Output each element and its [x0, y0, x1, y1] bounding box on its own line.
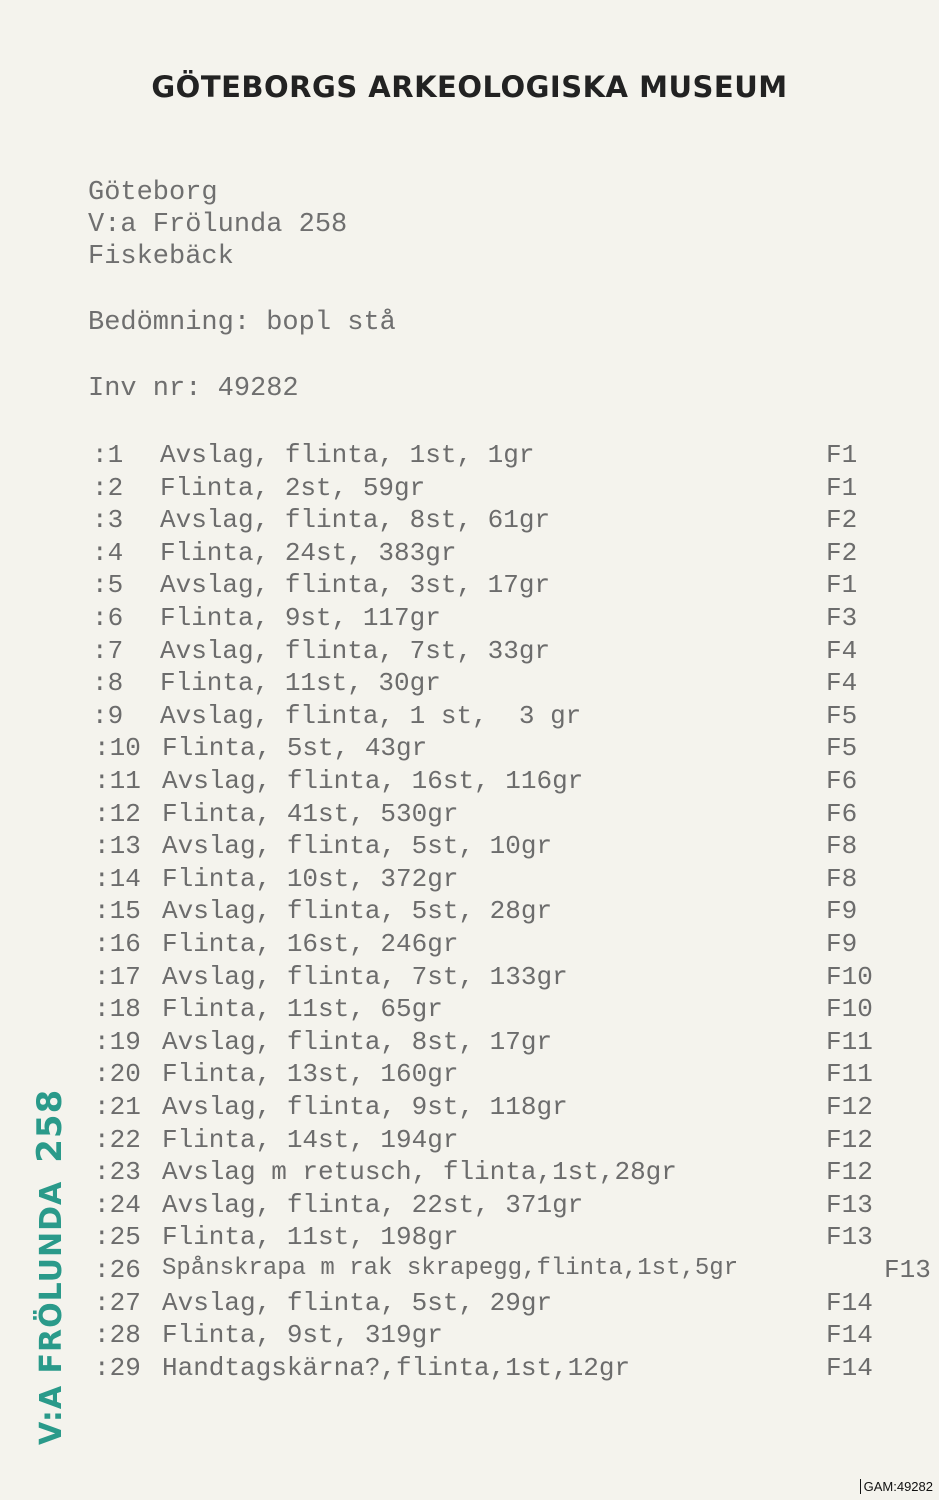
entry-code: F9 — [826, 929, 858, 959]
entry-description: Avslag, flinta, 16st, 116gr — [162, 766, 584, 796]
entry-description: Flinta, 2st, 59gr — [160, 473, 426, 503]
entry-number: :21 — [94, 1092, 141, 1122]
entry-number: :14 — [94, 864, 141, 894]
entry-code: F1 — [826, 473, 858, 503]
entry-code: F1 — [826, 570, 858, 600]
museum-header: GÖTEBORGS ARKEOLOGISKA MUSEUM — [151, 70, 788, 104]
location-place: Fiskebäck — [88, 242, 234, 272]
entry-description: Avslag, flinta, 5st, 10gr — [162, 831, 553, 861]
photo-id: GAM:49282 — [860, 1479, 933, 1494]
entry-code: F14 — [826, 1320, 873, 1350]
entry-code: F13 — [826, 1222, 873, 1252]
entry-description: Avslag, flinta, 3st, 17gr — [160, 570, 551, 600]
entry-description: Flinta, 16st, 246gr — [162, 929, 459, 959]
entry-code: F3 — [826, 603, 858, 633]
entry-number: :9 — [92, 701, 124, 731]
entry-description: Avslag, flinta, 22st, 371gr — [162, 1190, 584, 1220]
location-city: Göteborg — [88, 178, 218, 208]
entry-number: :16 — [94, 929, 141, 959]
entry-code: F5 — [826, 733, 858, 763]
entry-number: :18 — [94, 994, 141, 1024]
entry-description: Avslag m retusch, flinta,1st,28gr — [162, 1157, 677, 1187]
entry-code: F12 — [826, 1092, 873, 1122]
entry-number: :23 — [94, 1157, 141, 1187]
entry-number: :27 — [94, 1288, 141, 1318]
entry-number: :8 — [92, 668, 124, 698]
entry-number: :25 — [94, 1222, 141, 1252]
entry-code: F13 — [826, 1190, 873, 1220]
entry-description: Avslag, flinta, 8st, 17gr — [162, 1027, 553, 1057]
entry-number: :7 — [92, 636, 124, 666]
entry-code: F6 — [826, 799, 858, 829]
entry-description: Flinta, 10st, 372gr — [162, 864, 459, 894]
entry-code: F6 — [826, 766, 858, 796]
entry-description: Flinta, 5st, 43gr — [162, 733, 428, 763]
entry-number: :22 — [94, 1125, 141, 1155]
entry-number: :6 — [92, 603, 124, 633]
entry-number: :3 — [92, 505, 124, 535]
entry-number: :2 — [92, 473, 124, 503]
entry-number: :5 — [92, 570, 124, 600]
entry-number: :29 — [94, 1353, 141, 1383]
entry-number: :19 — [94, 1027, 141, 1057]
entry-description: Flinta, 11st, 198gr — [162, 1222, 459, 1252]
entry-number: :28 — [94, 1320, 141, 1350]
entry-number: :20 — [94, 1059, 141, 1089]
entry-description: Flinta, 11st, 30gr — [160, 668, 441, 698]
entry-number: :4 — [92, 538, 124, 568]
entry-code: F4 — [826, 636, 858, 666]
entry-number: :11 — [94, 766, 141, 796]
entry-code: F14 — [826, 1353, 873, 1383]
entry-number: :26 — [94, 1255, 141, 1285]
entry-description: Flinta, 41st, 530gr — [162, 799, 459, 829]
entry-code: F10 — [826, 994, 873, 1024]
entry-code: F2 — [826, 505, 858, 535]
entry-number: :13 — [94, 831, 141, 861]
entry-number: :1 — [92, 440, 124, 470]
entry-description: Avslag, flinta, 1 st, 3 gr — [160, 701, 582, 731]
entry-description: Handtagskärna?,flinta,1st,12gr — [162, 1353, 631, 1383]
entry-code: F5 — [826, 701, 858, 731]
entry-code: F4 — [826, 668, 858, 698]
entry-code: F1 — [826, 440, 858, 470]
entry-description: Flinta, 9st, 117gr — [160, 603, 441, 633]
entry-number: :15 — [94, 896, 141, 926]
entry-code: F10 — [826, 962, 873, 992]
entry-number: :17 — [94, 962, 141, 992]
entry-description: Avslag, flinta, 7st, 33gr — [160, 636, 551, 666]
entry-description: Flinta, 24st, 383gr — [160, 538, 457, 568]
entry-number: :24 — [94, 1190, 141, 1220]
entry-code: F12 — [826, 1125, 873, 1155]
entry-description: Flinta, 13st, 160gr — [162, 1059, 459, 1089]
entry-code: F8 — [826, 864, 858, 894]
entry-code: F8 — [826, 831, 858, 861]
assessment: Bedömning: bopl stå — [88, 308, 396, 338]
entry-description: Avslag, flinta, 1st, 1gr — [160, 440, 535, 470]
entry-code: F11 — [826, 1059, 873, 1089]
stamp-text: V:A FRÖLUNDA — [34, 1180, 69, 1445]
entry-description: Flinta, 11st, 65gr — [162, 994, 443, 1024]
entry-number: :10 — [94, 733, 141, 763]
entry-number: :12 — [94, 799, 141, 829]
entry-code: F12 — [826, 1157, 873, 1187]
entry-code: F13 — [884, 1255, 931, 1285]
entry-code: F14 — [826, 1288, 873, 1318]
stamp-number: 258 — [30, 1088, 70, 1163]
entry-description: Avslag, flinta, 7st, 133gr — [162, 962, 568, 992]
entry-code: F11 — [826, 1027, 873, 1057]
location-site: V:a Frölunda 258 — [88, 210, 348, 240]
entry-description: Flinta, 9st, 319gr — [162, 1320, 443, 1350]
entry-description: Avslag, flinta, 9st, 118gr — [162, 1092, 568, 1122]
entry-code: F9 — [826, 896, 858, 926]
entry-description: Avslag, flinta, 5st, 28gr — [162, 896, 553, 926]
entry-description: Avslag, flinta, 8st, 61gr — [160, 505, 551, 535]
inventory-number: Inv nr: 49282 — [88, 374, 299, 404]
entry-code: F2 — [826, 538, 858, 568]
entry-description: Avslag, flinta, 5st, 29gr — [162, 1288, 553, 1318]
site-stamp — [30, 1089, 70, 1445]
entry-description: Spånskrapa m rak skrapegg,flinta,1st,5gr — [162, 1255, 739, 1282]
entry-description: Flinta, 14st, 194gr — [162, 1125, 459, 1155]
